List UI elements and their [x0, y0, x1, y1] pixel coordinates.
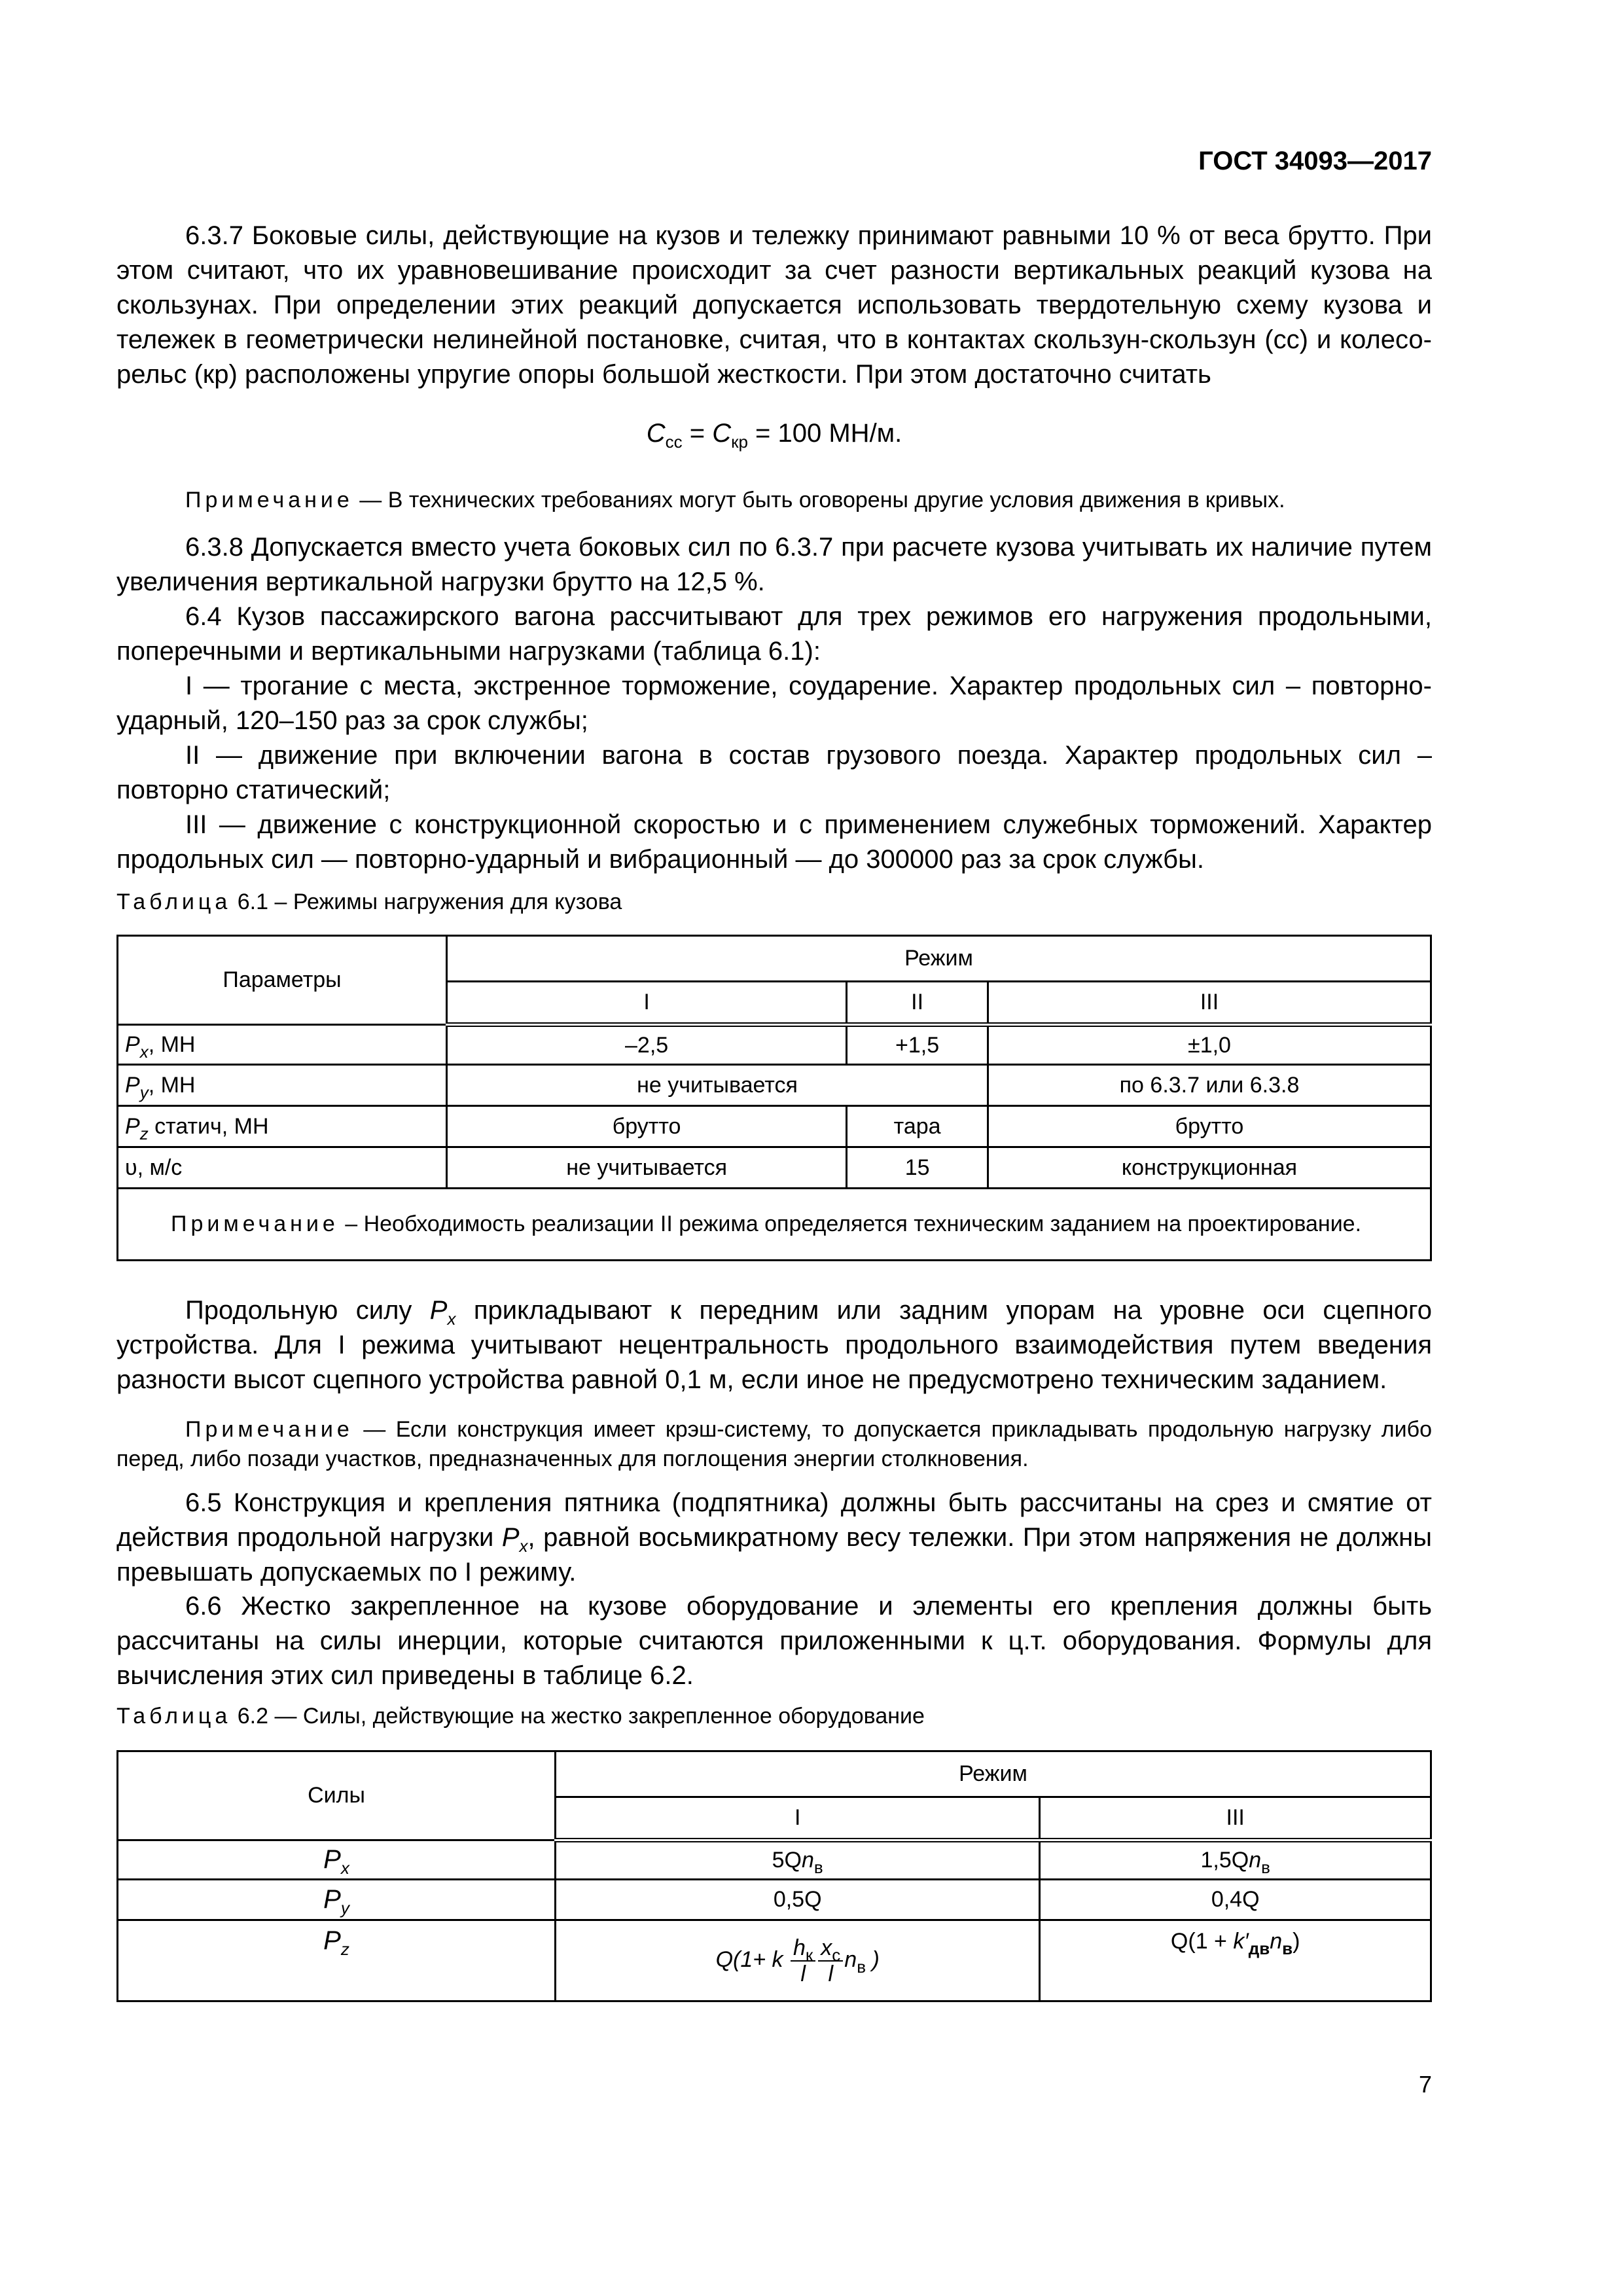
paragraph-mode-3: III — движение с конструкционной скоростью и с применением служебных торможений. Характер продольных сил — повторно-ударный и вибрационный — до 300000 раз за срок службы.	[116, 810, 1432, 874]
table1-row-px	[118, 1025, 1431, 1065]
table-6-1	[116, 935, 1432, 1261]
table2-row-label: $P_z$	[118, 1920, 556, 2001]
note-crash-system: Примечание — Если конструкция имеет крэш-систему, то допускается прикладывать продольную нагрузку либо перед, либо позади участков, предназначенных для поглощения энергии столкновения.	[116, 1417, 1432, 1471]
table2-row-px	[118, 1840, 1431, 1880]
table1-cell: 15	[847, 1147, 988, 1189]
note-curves: Примечание — В технических требованиях могут быть оговорены другие условия движения в кривых.	[185, 488, 1285, 512]
table1-row-v	[118, 1147, 1431, 1189]
table1-row-py	[118, 1065, 1431, 1106]
table2-cell: $5Qn_в$	[556, 1840, 1040, 1880]
paragraph-px: Продольную силу $P_x$ прикладывают к передним или задним упорам на уровне оси сцепного устройства. Для I режима учитывают нецентральность продольного взаимодействия путем введения разности высот сцепного устройства равной 0,1 м, если иное не предусмотрено техническим заданием.	[116, 1296, 1432, 1394]
table1-row-pz	[118, 1106, 1431, 1147]
table1-cell: конструкционная	[988, 1147, 1431, 1189]
table2-cell: 0,5Q	[556, 1880, 1040, 1920]
standard-header: ГОСТ 34093—2017	[1198, 147, 1432, 175]
table1-cell: брутто	[988, 1106, 1431, 1147]
table2-row-label: $P_x$	[118, 1840, 556, 1880]
table2-formula-mode-1: Q(1+ k $\frac{h_к}{l}$ $\frac{x_c}{l}$ $n_в$ )	[556, 1920, 1040, 2001]
table2-row-py	[118, 1880, 1431, 1920]
table2-header-forces: Силы	[118, 1751, 556, 1840]
table1-header-mode-2: II	[847, 982, 988, 1025]
table1-header-mode-3: III	[988, 982, 1431, 1025]
table2-row-label: $P_y$	[118, 1880, 556, 1920]
table1-header-mode-1: I	[447, 982, 847, 1025]
paragraph-mode-2: II — движение при включении вагона в состав грузового поезда. Характер продольных сил – повторно статический;	[116, 741, 1432, 804]
table1-row-label: $P_y$, МН	[118, 1065, 447, 1106]
table1-cell: брутто	[447, 1106, 847, 1147]
table2-header-mode-1: I	[556, 1797, 1040, 1840]
table2-header-mode: Режим	[556, 1751, 1431, 1797]
table2-formula-mode-3: $Q(1 + k'_{дв}n_в)$	[1040, 1920, 1431, 2001]
table2-row-pz	[118, 1920, 1431, 2001]
formula-stiffness: $C_{сс} = C_{кр} = 100$ МН/м.	[646, 419, 902, 452]
table1-cell: ±1,0	[988, 1025, 1431, 1065]
document-page	[116, 0, 1432, 2296]
table1-note: Примечание – Необходимость реализации II режима определяется техническим заданием на проектирование.	[118, 1189, 1431, 1261]
page-number: 7	[1418, 2071, 1432, 2098]
table1-cell: –2,5	[447, 1025, 847, 1065]
table1-cell: по 6.3.7 или 6.3.8	[988, 1065, 1431, 1106]
table2-cell: $1,5Qn_в$	[1040, 1840, 1431, 1880]
table1-header-params: Параметры	[118, 936, 447, 1025]
table1-header-mode: Режим	[447, 936, 1431, 982]
table1-cell: не учитывается	[447, 1065, 988, 1106]
table1-row-label: υ, м/с	[118, 1147, 447, 1189]
paragraph-6-6: 6.6 Жестко закрепленное на кузове оборудование и элементы его крепления должны быть рассчитаны на силы инерции, которые считаются приложенными к ц.т. оборудования. Формулы для вычисления этих сил приведены в таблице 6.2.	[116, 1592, 1432, 1690]
paragraph-6-5: 6.5 Конструкция и крепления пятника (подпятника) должны быть рассчитаны на срез и смятие от действия продольной нагрузки $P_x$, равной восьмикратному весу тележки. При этом напряжения не должны превышать допускаемых по I режиму.	[116, 1488, 1432, 1587]
table2-cell: 0,4Q	[1040, 1880, 1431, 1920]
table-6-2	[116, 1750, 1432, 2002]
table1-cell: тара	[847, 1106, 988, 1147]
paragraph-6-3-8: 6.3.8 Допускается вместо учета боковых сил по 6.3.7 при расчете кузова учитывать их наличие путем увеличения вертикальной нагрузки брутто на 12,5 %.	[116, 533, 1432, 596]
table-6-2-caption: Таблица 6.2 — Силы, действующие на жестко закрепленное оборудование	[116, 1704, 925, 1729]
table1-cell: +1,5	[847, 1025, 988, 1065]
table1-row-label: $P_z$ статич, МН	[118, 1106, 447, 1147]
table-6-1-caption: Таблица 6.1 – Режимы нагружения для кузова	[116, 889, 622, 914]
paragraph-mode-1: I — трогание с места, экстренное торможение, соударение. Характер продольных сил – повторно-ударный, 120–150 раз за срок службы;	[116, 672, 1432, 735]
paragraph-6-4: 6.4 Кузов пассажирского вагона рассчитывают для трех режимов его нагружения продольными, поперечными и вертикальными нагрузками (таблица 6.1):	[116, 602, 1432, 666]
paragraph-6-3-7: 6.3.7 Боковые силы, действующие на кузов и тележку принимают равными 10 % от веса брутто. При этом считают, что их уравновешивание происходит за счет разности вертикальных реакций кузова на скользунах. При определении этих реакций допускается использовать твердотельную схему кузова и тележек в геометрически нелинейной постановке, считая, что в контактах скользун-скользун (сс) и колесо-рельс (кр) расположены упругие опоры большой жесткости. При этом достаточно считать	[116, 221, 1432, 389]
table1-row-label: $P_x$, МН	[118, 1025, 447, 1065]
table2-header-mode-3: III	[1040, 1797, 1431, 1840]
table1-cell: не учитывается	[447, 1147, 847, 1189]
